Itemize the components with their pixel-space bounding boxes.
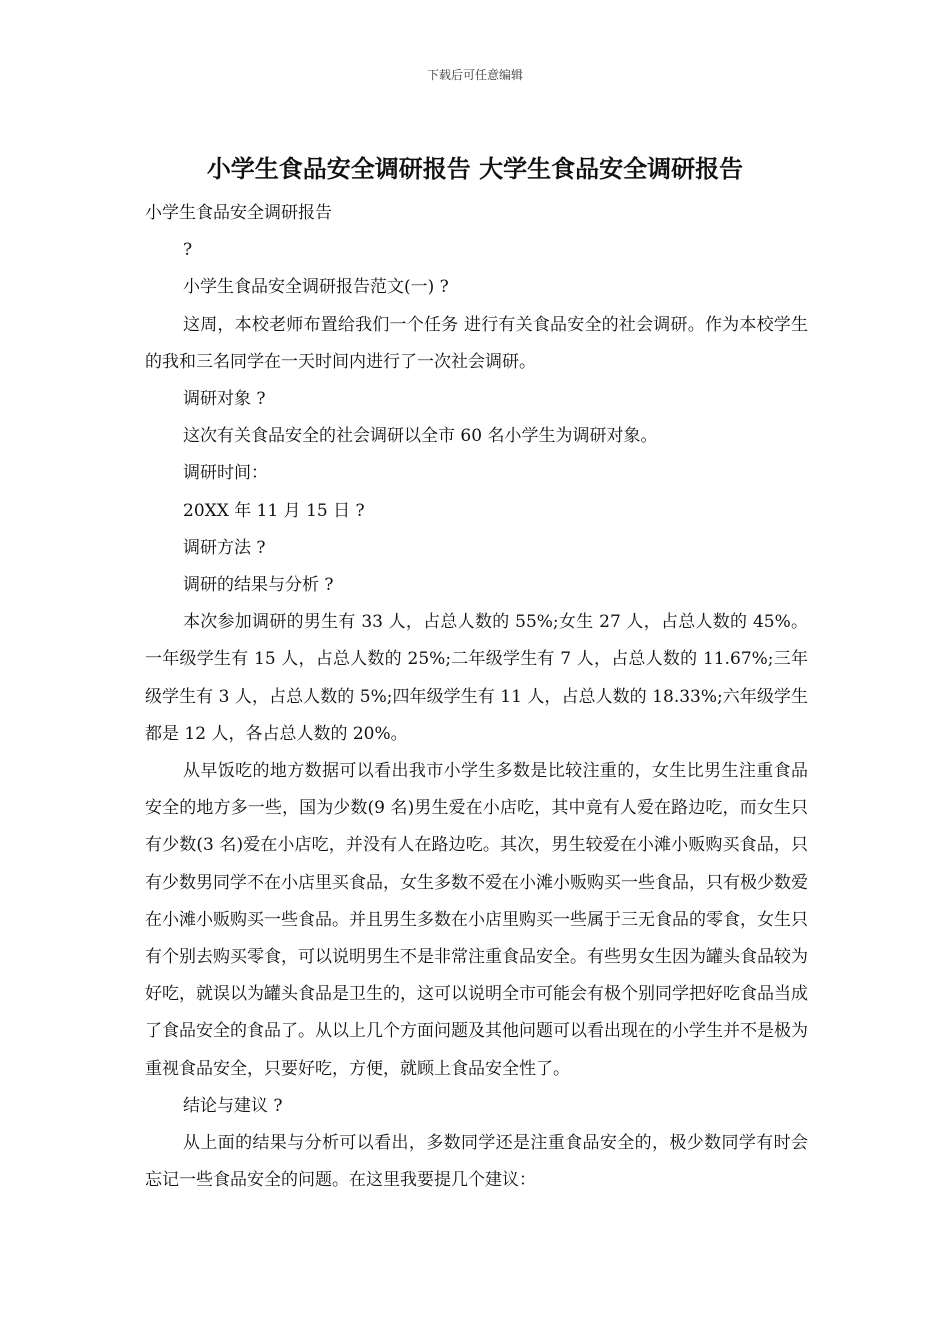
document-title: 小学生食品安全调研报告 大学生食品安全调研报告	[206, 154, 744, 183]
paragraph: 调研方法 ?	[183, 537, 266, 558]
paragraph: 结论与建议 ?	[183, 1095, 283, 1116]
paragraph: 从上面的结果与分析可以看出，多数同学还是注重食品安全的，极少数同学有时会忘记一些食品安全的问题。在这里我要提几个建议：	[145, 1133, 808, 1191]
paragraph: 调研的结果与分析 ?	[183, 575, 334, 596]
paragraph: ?	[183, 240, 193, 261]
paragraph: 小学生食品安全调研报告范文(一) ?	[183, 277, 449, 298]
paragraph: 本次参加调研的男生有 33 人，占总人数的 55%;女生 27 人，占总人数的 45%。一年级学生有 15 人，占总人数的 25%;二年级学生有 7 人，占总人数的 11.67%;三年级学生有 3 人，占总人数的 5%;四年级学生有 11 人，占总人数的 18.33%;六年级学生都是 12 人，各占总人数的 20%。	[145, 612, 808, 744]
paragraph: 20XX 年 11 月 15 日 ?	[183, 500, 365, 521]
document-body	[145, 195, 808, 1199]
page-header-note: 下载后可任意编辑	[426, 68, 523, 82]
paragraph: 调研时间：	[183, 463, 268, 484]
paragraph: 从早饭吃的地方数据可以看出我市小学生多数是比较注重的，女生比男生注重食品安全的地方多一些，国为少数(9 名)男生爱在小店吃，其中竟有人爱在路边吃，而女生只有少数(3 名)爱在小店吃，并没有人在路边吃。其次，男生较爱在小滩小贩购买食品，只有少数男同学不在小店里买食品，女生多数不爱在小滩小贩购买一些食品，只有极少数爱在小滩小贩购买一些食品。并且男生多数在小店里购买一些属于三无食品的零食，女生只有个别去购买零食，可以说明男生不是非常注重食品安全。有些男女生因为罐头食品较为好吃，就误以为罐头食品是卫生的，这可以说明全市可能会有极个别同学把好吃食品当成了食品安全的食品了。从以上几个方面问题及其他问题可以看出现在的小学生并不是极为重视食品安全，只要好吃，方便，就顾上食品安全性了。	[145, 761, 808, 1079]
paragraph: 这次有关食品安全的社会调研以全市 60 名小学生为调研对象。	[183, 426, 658, 447]
paragraph: 调研对象 ?	[183, 389, 266, 410]
paragraph: 这周，本校老师布置给我们一个任务 进行有关食品安全的社会调研。作为本校学生的我和三名同学在一天时间内进行了一次社会调研。	[145, 314, 808, 372]
paragraph: 小学生食品安全调研报告	[145, 203, 332, 223]
